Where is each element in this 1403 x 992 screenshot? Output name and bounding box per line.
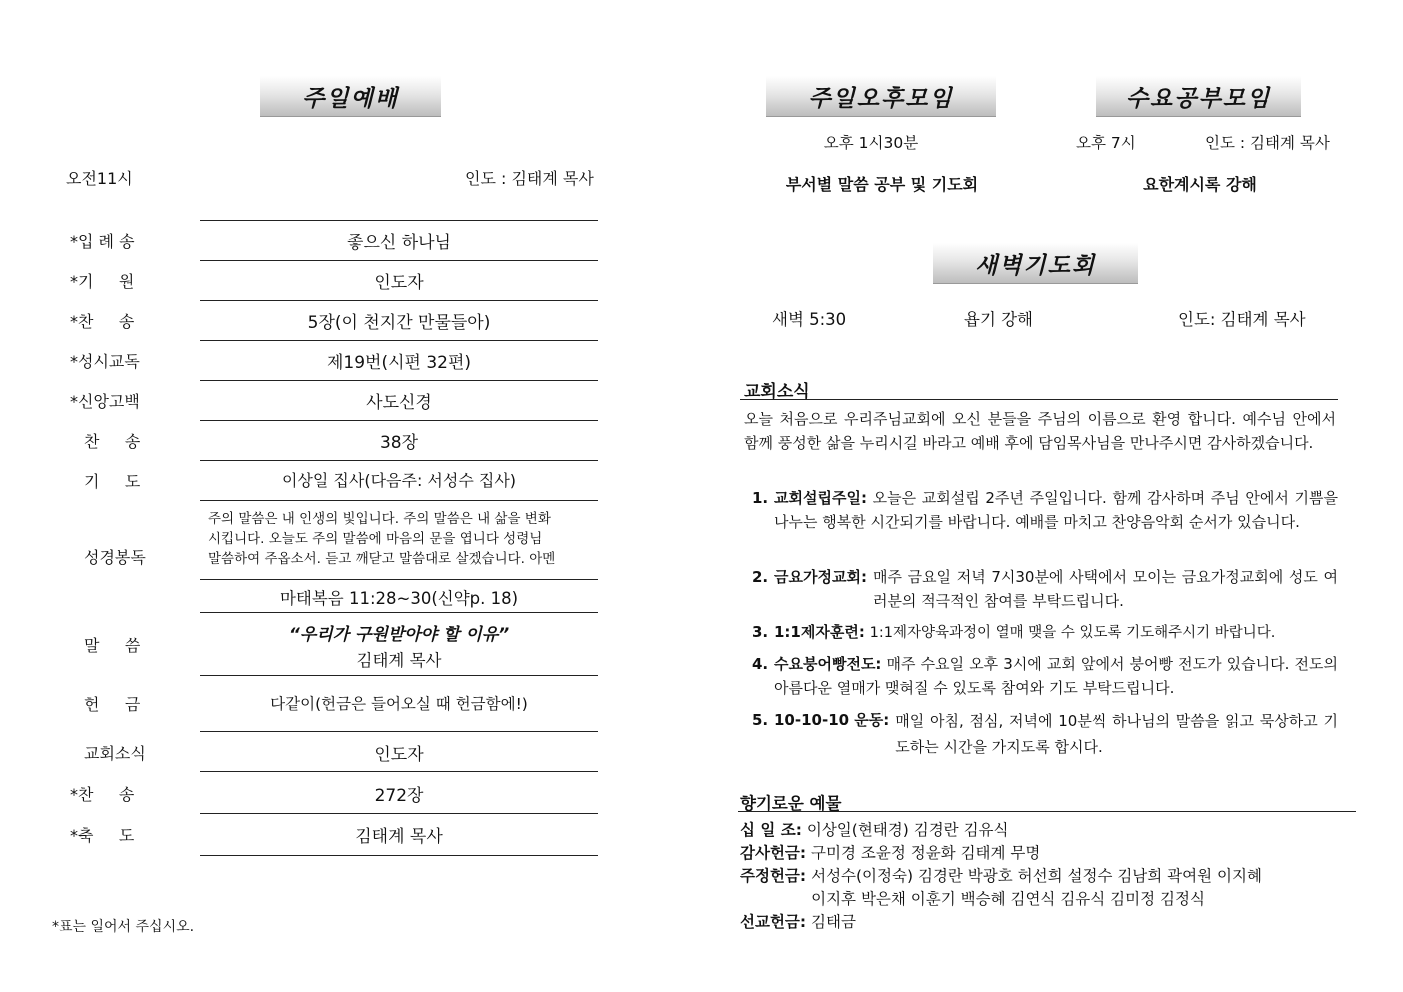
offering-row-names: 서성수(이정숙) 김경란 박광호 허선희 설정수 김남희 곽여원 이지혜	[811, 867, 1262, 885]
wednesday-leader: 인도 : 김태계 목사	[1205, 134, 1330, 152]
dawn-title	[933, 243, 1138, 284]
news-divider	[740, 399, 1338, 400]
afternoon-content: 부서별 말씀 공부 및 기도회	[785, 175, 979, 194]
wednesday-title	[1096, 76, 1301, 117]
order-value: 인도자	[374, 273, 424, 293]
afternoon-title-text: 주일오후모임	[808, 85, 954, 112]
order-label: *성시교독	[70, 352, 140, 371]
prayer-line: 시킵니다. 오늘도 주의 말씀에 마음의 문을 엽니다 성령님	[208, 531, 543, 547]
order-label: *신앙고백	[70, 392, 140, 411]
order-divider	[200, 731, 598, 732]
offering-row-label: 선교헌금:	[740, 913, 807, 931]
news-item-title: 금요가정교회:	[774, 568, 867, 586]
offering-row	[740, 842, 1355, 865]
order-value: 김태계 목사	[355, 827, 443, 847]
news-intro: 오늘 처음으로 우리주님교회에 오신 분들을 주님의 이름으로 환영 합니다. 예수님 안에서 함께 풍성한 삶을 누리시길 바라고 예배 후에 담임목사님을 만나주시면 감사하겠습니다.	[744, 410, 1336, 452]
news-item	[752, 708, 1338, 760]
offering-row-names: 이지후 박은채 이훈기 백승혜 김연식 김유식 김미정 김정식	[811, 890, 1205, 908]
order-value: 인도자	[374, 745, 424, 765]
news-item-num: 1.	[752, 489, 769, 507]
news-heading: 교회소식	[744, 382, 810, 402]
news-item-title: 교회설립주일:	[774, 489, 867, 507]
order-label: *찬 송	[70, 312, 135, 331]
order-value: 제19번(시편 32편)	[326, 353, 472, 373]
news-item-text: 매일 아침, 점심, 저녁에 10분씩 하나님의 말씀을 읽고 묵상하고 기도하는 시간을 가지도록 합시다.	[895, 712, 1338, 756]
order-label: *축 도	[70, 826, 135, 845]
news-item-text: 1:1제자양육과정이 열매 맺을 수 있도록 기도해주시기 바랍니다.	[869, 625, 1276, 641]
offerings-heading: 향기로운 예물	[740, 794, 842, 813]
offerings-list	[740, 819, 1355, 934]
news-item-num: 3.	[752, 623, 769, 641]
news-item-text: 매주 수요일 오후 3시에 교회 앞에서 붕어빵 전도가 있습니다. 전도의 아름다운 열매가 맺혀질 수 있도록 참여와 기도 부탁드립니다.	[774, 655, 1338, 697]
wednesday-content: 요한계시록 강해	[1143, 175, 1257, 194]
order-label: 찬 송	[84, 432, 141, 451]
order-divider	[200, 420, 598, 421]
news-item-title: 10-10-10 운동:	[774, 711, 890, 729]
offering-row-names: 김태금	[811, 913, 856, 931]
offering-row	[740, 819, 1355, 842]
order-value: 이상일 집사(다음주: 서성수 집사)	[281, 471, 517, 490]
order-divider	[200, 855, 598, 856]
prayer-line: 말씀하여 주옵소서. 듣고 깨닫고 말씀대로 살겠습니다. 아멘	[208, 551, 556, 567]
order-divider	[200, 220, 598, 221]
news-item-num: 4.	[752, 655, 769, 673]
news-item-num: 2.	[752, 568, 769, 586]
worship-title	[260, 76, 441, 117]
wednesday-title-text: 수요공부모임	[1125, 85, 1272, 112]
order-divider	[200, 612, 598, 613]
order-divider	[200, 579, 598, 580]
sermon-title: “우리가 구원받아야 할 이유”	[288, 625, 510, 645]
order-value: 38장	[379, 433, 419, 453]
scripture-label: 성경봉독	[84, 548, 146, 567]
news-item-title: 1:1제자훈련:	[774, 623, 865, 641]
news-item-text: 오늘은 교회설립 2주년 주일입니다. 함께 감사하며 주님 안에서 기쁨을 나누는 행복한 시간되기를 바랍니다. 예배를 마치고 찬양음악회 순서가 있습니다.	[774, 489, 1338, 531]
worship-leader: 인도 : 김태계 목사	[465, 169, 594, 188]
worship-time: 오전11시	[66, 169, 133, 188]
order-label: *기 원	[70, 272, 135, 291]
offering-row	[740, 865, 1355, 911]
order-label: *입 례 송	[70, 232, 135, 251]
afternoon-title	[766, 76, 996, 117]
dawn-content: 욥기 강해	[964, 310, 1034, 329]
wednesday-time: 오후 7시	[1076, 134, 1136, 152]
offering-row-names: 구미경 조윤정 정윤화 김태계 무명	[811, 844, 1041, 862]
footnote: *표는 일어서 주십시오.	[52, 919, 195, 935]
news-item	[752, 652, 1338, 700]
scripture-passage: 마태복음 11:28~30(신약p. 18)	[279, 589, 519, 608]
dawn-title-text: 새벽기도회	[974, 252, 1097, 279]
sermon-label: 말 씀	[84, 636, 141, 655]
order-divider	[200, 771, 598, 772]
order-divider	[200, 500, 598, 501]
worship-title-text: 주일예배	[302, 85, 399, 112]
order-divider	[200, 460, 598, 461]
news-item-text: 매주 금요일 저녁 7시30분에 사택에서 모이는 금요가정교회에 성도 여러분의 적극적인 참여를 부탁드립니다.	[872, 568, 1338, 610]
news-item	[752, 565, 1338, 613]
news-item	[752, 486, 1338, 534]
order-value: 좋으신 하나님	[347, 233, 451, 253]
news-item-num: 5.	[752, 711, 769, 729]
order-divider	[200, 300, 598, 301]
order-label: 교회소식	[84, 744, 146, 763]
order-divider	[200, 675, 598, 676]
news-item-title: 수요붕어빵전도:	[774, 655, 882, 673]
order-label: 기 도	[84, 472, 141, 491]
afternoon-time: 오후 1시30분	[823, 134, 919, 152]
order-divider	[200, 340, 598, 341]
offering-row-label: 감사헌금:	[740, 844, 807, 862]
offerings-divider	[738, 811, 1356, 812]
news-item	[752, 620, 1342, 645]
offering-row-names: 이상일(현태경) 김경란 김유식	[806, 821, 1009, 839]
prayer-line: 주의 말씀은 내 인생의 빛입니다. 주의 말씀은 내 삶을 변화	[208, 511, 551, 527]
order-label: *찬 송	[70, 785, 135, 804]
dawn-time: 새벽 5:30	[772, 310, 847, 329]
offering-row-label: 주정헌금:	[740, 867, 807, 885]
order-value: 사도신경	[366, 393, 432, 413]
offering-label: 헌 금	[84, 695, 141, 714]
offering-row-label: 십 일 조:	[740, 821, 802, 839]
order-divider	[200, 813, 598, 814]
offering-row	[740, 911, 1355, 934]
dawn-leader: 인도: 김태계 목사	[1178, 310, 1306, 329]
order-divider	[200, 380, 598, 381]
order-value: 5장(이 천지간 만물들아)	[307, 313, 491, 333]
order-divider	[200, 260, 598, 261]
scripture-prayer	[208, 509, 590, 569]
order-value: 272장	[374, 786, 424, 806]
offering-value: 다같이(헌금은 들어오실 때 헌금함에!)	[270, 695, 528, 713]
sermon-preacher: 김태계 목사	[356, 651, 442, 670]
